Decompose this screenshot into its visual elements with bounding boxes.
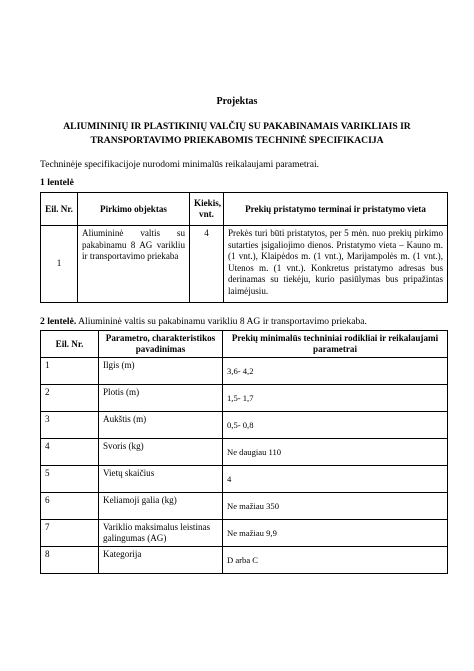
parameter-name: Variklio maksimalus leistinas galingumas (AG) [99,520,223,547]
parameter-name: Ilgis (m) [99,358,223,385]
column-header: Eil. Nr. [41,331,99,358]
column-header: Kiekis, vnt. [190,193,224,226]
column-header: Prekių minimalūs techniniai rodikliai ir reikalaujami parametrai [223,331,448,358]
parameter-value: 0,5- 0,8 [223,412,448,439]
parameter-value: Ne mažiau 350 [223,493,448,520]
row-number: 7 [41,520,99,547]
table2-label [40,316,367,327]
delivery-terms: Prekės turi būti pristatytos, per 5 mėn. nuo prekių pirkimo sutarties įsigaliojimo dienos. Pristatymo vieta – Kauno m. (1 vnt.), Klaipėdos m. (1 vnt.), Marijampolės m. (1 vnt.), Utenos m. (1 vnt.). Konkretus pristatymo adresas bus derinamas su tiekėju, kurio pasiūlymas bus pripažintas laimėjusiu. [224,226,448,303]
table1-label: 1 lentelė [40,177,74,188]
row-number: 6 [41,493,99,520]
table2-label-text: Aliumininė valtis su pakabinamu varikliu 8 AG ir transportavimo priekaba. [76,316,367,327]
table-row [41,226,448,303]
table-row [41,439,448,466]
row-number: 1 [41,358,99,385]
parameter-value: Ne daugiau 110 [223,439,448,466]
table-header-row [41,331,448,358]
row-number: 1 [41,226,78,303]
table-row [41,412,448,439]
parameter-value: D arba C [223,547,448,574]
document-status: Projektas [216,96,258,107]
procurement-object: Aliumininė valtis su pakabinamu 8 AG varikliu ir transportavimo priekaba [78,226,190,303]
table-row [41,385,448,412]
parameter-name: Svoris (kg) [99,439,223,466]
row-number: 8 [41,547,99,574]
parameter-value: 4 [223,466,448,493]
column-header: Pirkimo objektas [78,193,190,226]
row-number: 4 [41,439,99,466]
table-row [41,547,448,574]
parameters-table [40,330,448,574]
procurement-table [40,192,448,303]
intro-paragraph: Techninėje specifikacijoje nurodomi minimalūs reikalaujami parametrai. [40,159,320,170]
column-header: Parametro, charakteristikos pavadinimas [99,331,223,358]
parameter-name: Plotis (m) [99,385,223,412]
parameter-name: Vietų skaičius [99,466,223,493]
column-header: Eil. Nr. [41,193,78,226]
document-title: ALIUMININIŲ IR PLASTIKINIŲ VALČIŲ SU PAKABINAMAIS VARIKLIAIS IR TRANSPORTAVIMO PRIEKABOMIS TECHNINĖ SPECIFIKACIJA [63,121,411,146]
parameter-value: 1,5- 1,7 [223,385,448,412]
row-number: 3 [41,412,99,439]
parameter-name: Keliamoji galia (kg) [99,493,223,520]
parameter-value: Ne mažiau 9,9 [223,520,448,547]
row-number: 5 [41,466,99,493]
table-row [41,493,448,520]
table-header-row [41,193,448,226]
row-number: 2 [41,385,99,412]
table2-label-number: 2 lentelė. [40,316,77,327]
table-row [41,358,448,385]
table-row [41,466,448,493]
parameter-name: Kategorija [99,547,223,574]
column-header: Prekių pristatymo terminai ir pristatymo vieta [224,193,448,226]
table-row [41,520,448,547]
quantity: 4 [190,226,224,303]
parameter-value: 3,6- 4,2 [223,358,448,385]
parameter-name: Aukštis (m) [99,412,223,439]
